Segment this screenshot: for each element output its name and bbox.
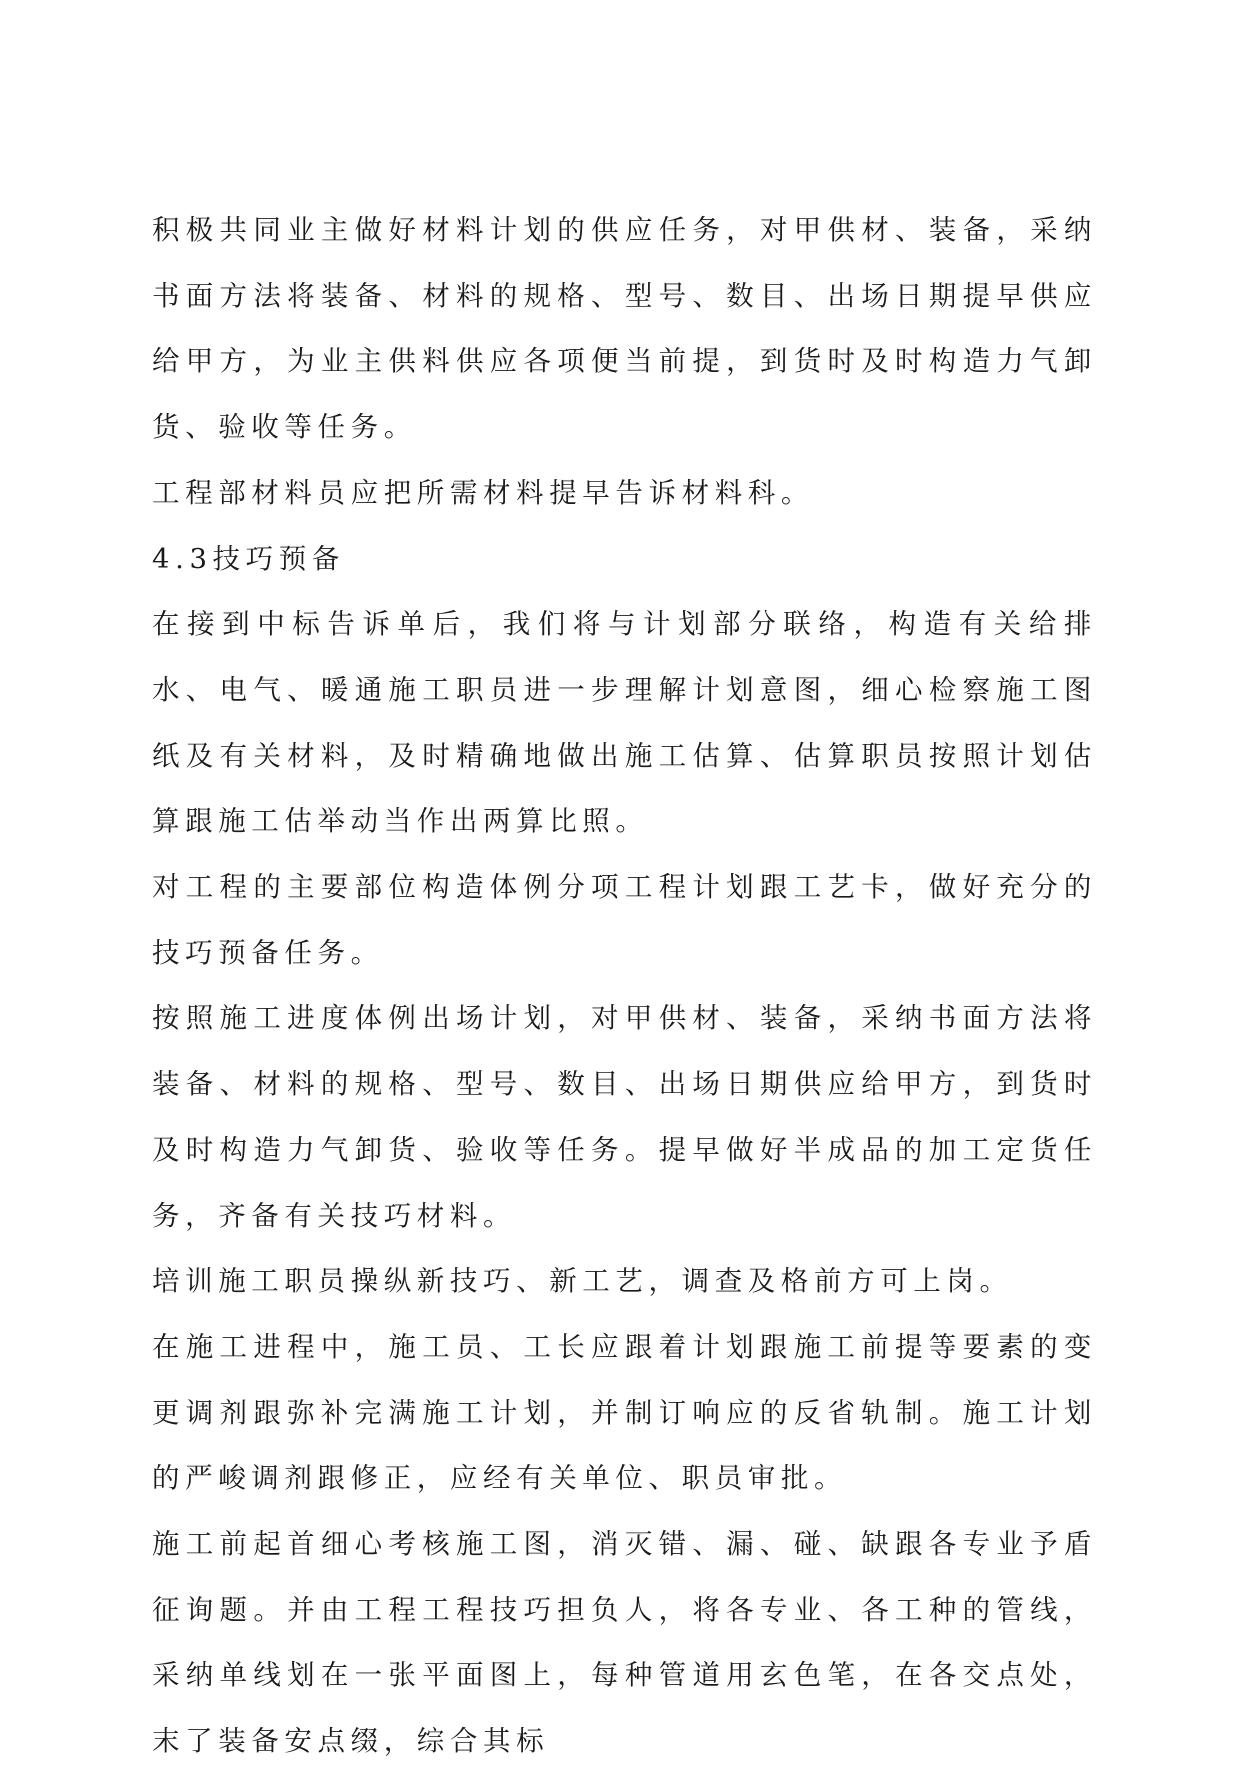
paragraph-process-card: 对工程的主要部位构造体例分项工程计划跟工艺卡，做好充分的技巧预备任务。 <box>152 871 1097 969</box>
paragraph-material-supply: 积极共同业主做好材料计划的供应任务，对甲供材、装备，采纳书面方法将装备、材料的规格、型号、数目、出场日期提早供应给甲方，为业主供料供应各项便当前提，到货时及时构造力气卸货、验收等任务。 <box>152 214 1097 444</box>
paragraph-training: 培训施工职员操纵新技巧、新工艺，调查及格前方可上岗。 <box>152 1265 1013 1298</box>
paragraph-material-notice: 工程部材料员应把所需材料提早告诉材料科。 <box>152 476 814 509</box>
paragraph-plan-adjustment: 在施工进程中，施工员、工长应跟着计划跟施工前提等要素的变更调剂跟弥补完满施工计划，并制订响应的反省轨制。施工计划的严峻调剂跟修正，应经有关单位、职员审批。 <box>152 1330 1097 1495</box>
paragraph-drawing-review: 施工前起首细心考核施工图，消灭错、漏、碰、缺跟各专业予盾征询题。并由工程工程技巧担负人，将各专业、各工种的管线，采纳单线划在一张平面图上，每种管道用玄色笔，在各交点处，末了装备安点缀，综合其标 <box>152 1528 1097 1758</box>
document-body <box>152 198 1097 1775</box>
section-heading-technical-preparation: 4.3技巧预备 <box>152 542 345 575</box>
paragraph-design-liaison: 在接到中标告诉单后，我们将与计划部分联络，构造有关给排水、电气、暖通施工职员进一步理解计划意图，细心检察施工图纸及有关材料，及时精确地做出施工估算、估算职员按照计划估算跟施工估举动当作出两算比照。 <box>152 608 1097 838</box>
paragraph-entry-plan: 按照施工进度体例出场计划，对甲供材、装备，采纳书面方法将装备、材料的规格、型号、数目、出场日期供应给甲方，到货时及时构造力气卸货、验收等任务。提早做好半成品的加工定货任务，齐备有关技巧材料。 <box>152 1002 1097 1232</box>
